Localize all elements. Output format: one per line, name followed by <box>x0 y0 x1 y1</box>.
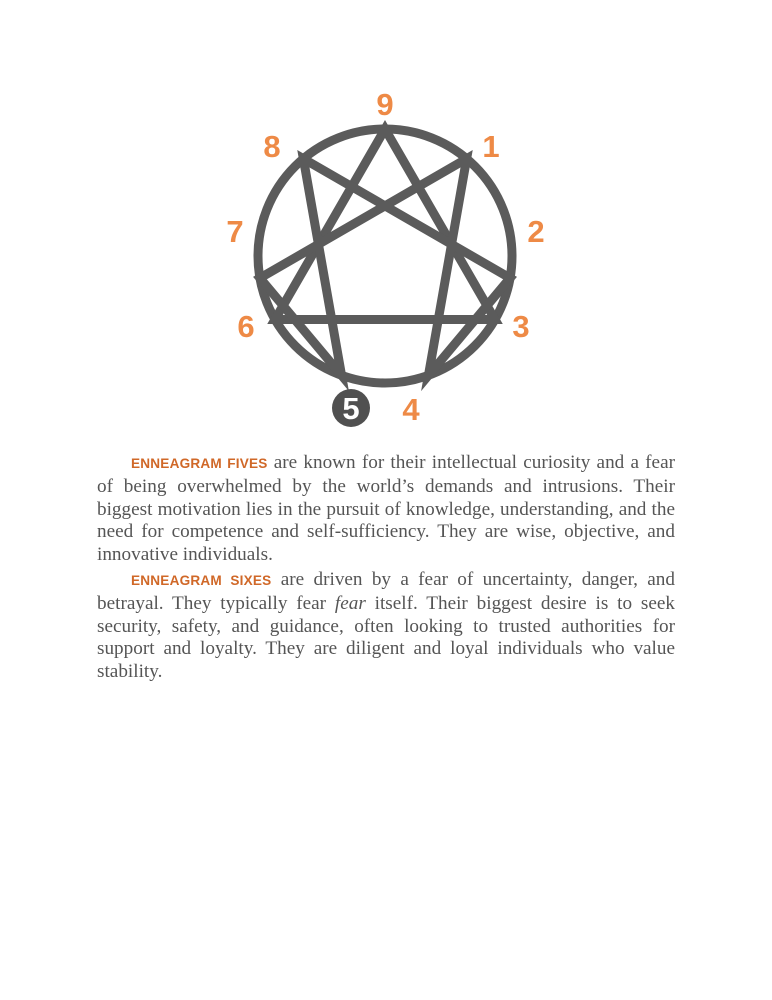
sixes-heading: ENNEAGRAM SIXES <box>131 572 272 588</box>
point-6-label: 6 <box>237 309 255 344</box>
sixes-paragraph <box>97 569 675 684</box>
fives-heading: ENNEAGRAM FIVES <box>131 456 268 471</box>
point-9-label: 9 <box>376 87 394 122</box>
point-1-label: 1 <box>482 129 500 164</box>
point-3-label: 3 <box>512 309 530 344</box>
sixes-body-end: itself. Their biggest desire is to seek security, safety, and guidance, often looking to trusted authorities for support and loyalty. They are diligent and loyal individuals who value stability. <box>97 592 675 683</box>
sixes-body-start: are driven by a fear of uncertainty, danger, and betrayal. They typically fear <box>97 568 675 614</box>
description-text <box>97 452 675 684</box>
fives-paragraph <box>97 452 675 567</box>
point-7-label: 7 <box>226 214 244 249</box>
fives-body: are known for their intellectual curiosity and a fear of being overwhelmed by the world’s demands and intrusions. Their biggest motivation lies in the pursuit of knowledge, understanding, and the need for competence and self-sufficiency. They are wise, objective, and innovative individuals. <box>97 452 675 566</box>
enneagram-diagram <box>0 0 772 440</box>
point-5-label: 5 <box>342 391 360 426</box>
point-2-label: 2 <box>527 214 545 249</box>
point-4-label: 4 <box>402 392 420 427</box>
point-8-label: 8 <box>263 129 281 164</box>
sixes-emphasis: fear <box>334 592 366 614</box>
